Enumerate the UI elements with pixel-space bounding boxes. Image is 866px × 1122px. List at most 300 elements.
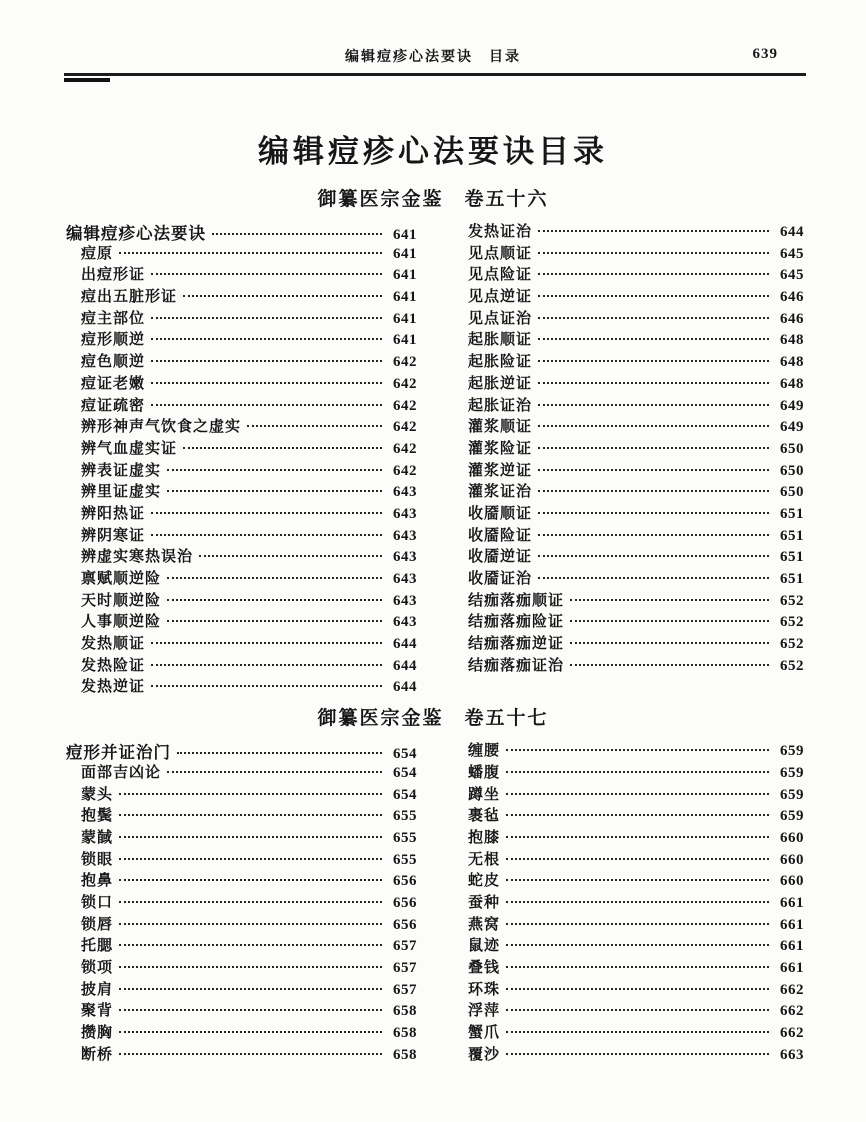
- toc-entry: [453, 350, 804, 372]
- toc-entry-page: 642: [393, 462, 417, 479]
- toc-entry-title: 鼠迹: [468, 938, 501, 955]
- dotted-leader: [506, 879, 769, 881]
- toc-entry-page: 648: [780, 354, 804, 371]
- toc-entry-title: 灌浆证治: [468, 484, 533, 501]
- toc-entry: [453, 307, 804, 329]
- toc-entry-title: 蛇皮: [468, 873, 501, 890]
- dotted-leader: [119, 944, 382, 946]
- toc-entry-title: 抱膝: [468, 829, 501, 846]
- toc-entry-page: 646: [780, 310, 804, 327]
- toc-entry-title: 发热逆证: [81, 679, 146, 696]
- toc-entry: [453, 459, 804, 481]
- toc-entry-title: 覆沙: [468, 1046, 501, 1063]
- toc-entry-page: 646: [780, 289, 804, 306]
- toc-entry-title: 见点顺证: [468, 245, 533, 262]
- dotted-leader: [538, 447, 769, 449]
- toc-entry-title: 环珠: [468, 981, 501, 998]
- toc-entry: [66, 913, 417, 935]
- toc-entry-title: 蒙馘: [81, 829, 114, 846]
- toc-entry: [66, 502, 417, 524]
- dotted-leader: [538, 469, 769, 471]
- toc-entry-title: 燕窝: [468, 916, 501, 933]
- toc-entry-title: 收靥顺证: [468, 505, 533, 522]
- dotted-leader: [506, 966, 769, 968]
- dotted-leader: [167, 577, 382, 579]
- dotted-leader: [167, 620, 382, 622]
- dotted-leader: [151, 360, 382, 362]
- toc-entry-page: 641: [393, 310, 417, 327]
- dotted-leader: [506, 923, 769, 925]
- dotted-leader: [570, 642, 769, 644]
- toc-entry-page: 660: [780, 851, 804, 868]
- toc-entry-title: 辨阳热证: [81, 505, 146, 522]
- toc-entry: [453, 999, 804, 1021]
- toc-entry-title: 痘出五脏形证: [81, 289, 178, 306]
- toc-entry-title: 蹲坐: [468, 786, 501, 803]
- toc-entry-page: 643: [393, 549, 417, 566]
- toc-entry-page: 661: [780, 916, 804, 933]
- toc-entry-page: 658: [393, 1046, 417, 1063]
- toc-entry-page: 648: [780, 375, 804, 392]
- toc-entry: [453, 1021, 804, 1043]
- running-header-title: 编辑痘疹心法要诀 目录: [345, 48, 521, 64]
- dotted-leader: [506, 901, 769, 903]
- toc-entry-page: 645: [780, 267, 804, 284]
- toc-entry-title: 面部吉凶论: [81, 764, 162, 781]
- toc-entry: [453, 848, 804, 870]
- toc-columns-volume-57: [0, 730, 866, 1064]
- dotted-leader: [199, 555, 382, 557]
- toc-entry-page: 648: [780, 332, 804, 349]
- toc-entry-page: 650: [780, 440, 804, 457]
- dotted-leader: [538, 273, 769, 275]
- dotted-leader: [506, 988, 769, 990]
- toc-entry-title: 痘证老嫩: [81, 375, 146, 392]
- dotted-leader: [506, 793, 769, 795]
- toc-left-column: [66, 220, 417, 697]
- toc-entry-title: 收靥证治: [468, 571, 533, 587]
- dotted-leader: [119, 814, 382, 816]
- toc-entry-page: 656: [393, 916, 417, 933]
- toc-entry: [453, 263, 804, 285]
- toc-entry-page: 642: [393, 375, 417, 392]
- toc-entry: [453, 328, 804, 350]
- toc-entry-page: 656: [393, 873, 417, 890]
- scan-artifact-mark: [64, 78, 110, 82]
- dotted-leader: [119, 901, 382, 903]
- toc-section-entry: [66, 739, 417, 761]
- toc-entry-title: 蒙头: [81, 786, 114, 803]
- toc-entry-title: 辨表证虚实: [81, 462, 162, 479]
- dotted-leader: [570, 620, 769, 622]
- toc-entry-page: 644: [393, 679, 417, 696]
- dotted-leader: [119, 793, 382, 795]
- toc-entry-title: 发热险证: [81, 657, 146, 674]
- toc-entry: [453, 869, 804, 891]
- toc-entry-page: 642: [393, 419, 417, 436]
- toc-entry: [453, 285, 804, 307]
- dotted-leader: [119, 988, 382, 990]
- toc-entry: [66, 675, 417, 697]
- dotted-leader: [247, 425, 382, 427]
- running-header: [0, 0, 866, 66]
- toc-entry-page: 663: [780, 1046, 804, 1063]
- toc-entry: [453, 761, 804, 783]
- page-number: 639: [752, 46, 778, 62]
- toc-entry-title: 痘证疏密: [81, 397, 146, 414]
- toc-entry-title: 披肩: [81, 981, 114, 998]
- toc-entry-title: 叠钱: [468, 960, 501, 976]
- toc-entry-title: 结痂落痂险证: [468, 614, 565, 631]
- toc-entry-title: 辨气血虚实证: [81, 440, 178, 457]
- toc-entry-page: 652: [780, 636, 804, 653]
- dotted-leader: [570, 599, 769, 601]
- toc-title: 编辑痘疹心法要诀目录: [258, 134, 608, 169]
- dotted-leader: [570, 664, 769, 666]
- dotted-leader: [119, 1009, 382, 1011]
- toc-entry-page: 643: [393, 614, 417, 631]
- dotted-leader: [151, 664, 382, 666]
- dotted-leader: [119, 858, 382, 860]
- toc-entry-page: 649: [780, 419, 804, 436]
- toc-entry-title: 锁口: [81, 894, 114, 911]
- volume-heading-57: 御纂医宗金鉴 卷五十七: [317, 708, 549, 730]
- toc-entry-title: 禀赋顺逆险: [81, 571, 162, 587]
- toc-entry: [453, 589, 804, 611]
- toc-entry-page: 659: [780, 743, 804, 760]
- toc-entry-page: 658: [393, 1003, 417, 1020]
- dotted-leader: [538, 338, 769, 340]
- toc-entry: [66, 480, 417, 502]
- toc-entry-page: 645: [780, 245, 804, 262]
- toc-entry-title: 见点逆证: [468, 289, 533, 306]
- toc-entry: [453, 394, 804, 416]
- toc-entry-page: 659: [780, 786, 804, 803]
- toc-entry-page: 651: [780, 527, 804, 544]
- toc-entry: [453, 654, 804, 676]
- toc-entry: [453, 415, 804, 437]
- toc-entry-page: 641: [393, 289, 417, 306]
- toc-entry: [66, 350, 417, 372]
- toc-entry: [453, 891, 804, 913]
- toc-entry-page: 661: [780, 960, 804, 976]
- dotted-leader: [506, 944, 769, 946]
- toc-entry-title: 见点险证: [468, 267, 533, 284]
- toc-entry-page: 651: [780, 571, 804, 587]
- toc-entry-title: 痘形顺逆: [81, 332, 146, 349]
- toc-entry: [453, 632, 804, 654]
- dotted-leader: [151, 404, 382, 406]
- dotted-leader: [538, 317, 769, 319]
- toc-entry: [453, 978, 804, 1000]
- toc-entry: [66, 372, 417, 394]
- toc-entry: [453, 804, 804, 826]
- toc-entry: [453, 610, 804, 632]
- toc-entry-page: 644: [393, 636, 417, 653]
- toc-entry: [66, 394, 417, 416]
- toc-entry: [453, 956, 804, 978]
- toc-entry-page: 649: [780, 397, 804, 414]
- dotted-leader: [506, 814, 769, 816]
- toc-left-column: [66, 739, 417, 1064]
- toc-entry: [66, 328, 417, 350]
- toc-entry-title: 天时顺逆险: [81, 592, 162, 609]
- toc-entry: [66, 632, 417, 654]
- toc-entry: [66, 804, 417, 826]
- toc-entry-title: 辨阴寒证: [81, 527, 146, 544]
- dotted-leader: [151, 685, 382, 687]
- toc-entry-title: 编辑痘疹心法要诀: [66, 225, 206, 243]
- dotted-leader: [119, 879, 382, 881]
- toc-entry-page: 641: [393, 267, 417, 284]
- toc-entry: [453, 502, 804, 524]
- toc-entry-page: 661: [780, 894, 804, 911]
- toc-entry-page: 644: [393, 657, 417, 674]
- toc-entry: [66, 567, 417, 589]
- toc-entry-page: 650: [780, 462, 804, 479]
- dotted-leader: [538, 534, 769, 536]
- dotted-leader: [151, 273, 382, 275]
- toc-entry-page: 662: [780, 1025, 804, 1042]
- toc-entry: [453, 739, 804, 761]
- toc-entry-page: 652: [780, 592, 804, 609]
- toc-entry: [453, 1043, 804, 1065]
- dotted-leader: [538, 404, 769, 406]
- toc-entry-title: 锁眼: [81, 851, 114, 868]
- toc-entry-title: 收靥险证: [468, 527, 533, 544]
- dotted-leader: [506, 1031, 769, 1033]
- toc-entry-title: 灌浆险证: [468, 440, 533, 457]
- dotted-leader: [119, 1053, 382, 1055]
- toc-entry-page: 657: [393, 981, 417, 998]
- dotted-leader: [212, 233, 382, 235]
- toc-entry-title: 发热顺证: [81, 636, 146, 653]
- toc-entry-title: 结痂落痂证治: [468, 657, 565, 674]
- toc-entry-page: 660: [780, 873, 804, 890]
- toc-entry: [66, 285, 417, 307]
- dotted-leader: [538, 490, 769, 492]
- toc-entry: [66, 848, 417, 870]
- toc-entry: [66, 999, 417, 1021]
- toc-entry: [66, 826, 417, 848]
- toc-entry: [66, 869, 417, 891]
- toc-entry: [66, 545, 417, 567]
- toc-entry-title: 辨形神声气饮食之虚实: [81, 419, 242, 436]
- toc-entry-title: 浮萍: [468, 1003, 501, 1020]
- toc-entry: [66, 459, 417, 481]
- dotted-leader: [119, 923, 382, 925]
- toc-entry-title: 抱鬓: [81, 808, 114, 825]
- dotted-leader: [506, 1009, 769, 1011]
- toc-entry: [453, 524, 804, 546]
- toc-entry-title: 缠腰: [468, 743, 501, 760]
- toc-entry-page: 642: [393, 354, 417, 371]
- header-rule: [64, 73, 806, 76]
- toc-entry-title: 痘形并证治门: [66, 744, 171, 763]
- dotted-leader: [151, 382, 382, 384]
- toc-entry-page: 651: [780, 549, 804, 566]
- toc-entry-title: 蟠腹: [468, 764, 501, 781]
- toc-entry-title: 见点证治: [468, 310, 533, 327]
- toc-entry: [66, 610, 417, 632]
- dotted-leader: [183, 447, 382, 449]
- toc-entry: [66, 978, 417, 1000]
- toc-entry-title: 痘原: [81, 245, 114, 262]
- toc-entry-title: 发热证治: [468, 224, 533, 240]
- dotted-leader: [538, 295, 769, 297]
- toc-entry-page: 662: [780, 981, 804, 998]
- toc-entry: [66, 242, 417, 264]
- toc-entry-page: 642: [393, 440, 417, 457]
- toc-entry-title: 灌浆顺证: [468, 419, 533, 436]
- toc-entry-page: 643: [393, 484, 417, 501]
- dotted-leader: [506, 749, 769, 751]
- toc-entry-title: 出痘形证: [81, 267, 146, 284]
- toc-entry-title: 起胀险证: [468, 354, 533, 371]
- dotted-leader: [538, 512, 769, 514]
- toc-entry-page: 657: [393, 938, 417, 955]
- toc-entry: [66, 415, 417, 437]
- toc-entry-title: 起胀逆证: [468, 375, 533, 392]
- toc-entry-page: 657: [393, 960, 417, 976]
- toc-entry: [66, 934, 417, 956]
- dotted-leader: [538, 382, 769, 384]
- dotted-leader: [177, 752, 382, 754]
- toc-entry-page: 655: [393, 829, 417, 846]
- toc-entry-page: 651: [780, 505, 804, 522]
- toc-right-column: [453, 739, 804, 1064]
- dotted-leader: [538, 555, 769, 557]
- toc-entry-title: 人事顺逆险: [81, 614, 162, 631]
- toc-entry-page: 642: [393, 397, 417, 414]
- dotted-leader: [506, 858, 769, 860]
- dotted-leader: [151, 512, 382, 514]
- toc-entry-page: 643: [393, 592, 417, 609]
- toc-entry-page: 652: [780, 614, 804, 631]
- toc-entry: [453, 934, 804, 956]
- toc-entry-title: 辨虚实寒热误治: [81, 549, 194, 566]
- toc-entry-page: 658: [393, 1025, 417, 1042]
- toc-entry-title: 攒胸: [81, 1025, 114, 1042]
- toc-entry-page: 641: [393, 245, 417, 262]
- toc-entry-title: 无根: [468, 851, 501, 868]
- toc-entry-page: 644: [780, 224, 804, 240]
- toc-entry-page: 659: [780, 764, 804, 781]
- toc-entry-title: 痘色顺逆: [81, 354, 146, 371]
- toc-entry-page: 643: [393, 505, 417, 522]
- dotted-leader: [119, 1031, 382, 1033]
- toc-section-entry: [66, 220, 417, 242]
- dotted-leader: [119, 966, 382, 968]
- toc-entry-title: 蚕种: [468, 894, 501, 911]
- toc-entry: [453, 826, 804, 848]
- dotted-leader: [506, 771, 769, 773]
- dotted-leader: [151, 338, 382, 340]
- toc-entry: [66, 956, 417, 978]
- toc-entry: [66, 891, 417, 913]
- toc-entry-page: 662: [780, 1003, 804, 1020]
- toc-entry-title: 痘主部位: [81, 310, 146, 327]
- dotted-leader: [538, 360, 769, 362]
- toc-entry: [453, 437, 804, 459]
- toc-columns-volume-56: [0, 211, 866, 697]
- dotted-leader: [167, 490, 382, 492]
- dotted-leader: [119, 836, 382, 838]
- toc-entry: [66, 1021, 417, 1043]
- dotted-leader: [119, 252, 382, 254]
- toc-entry-page: 655: [393, 851, 417, 868]
- toc-entry-title: 起胀证治: [468, 397, 533, 414]
- toc-entry-page: 656: [393, 894, 417, 911]
- dotted-leader: [167, 771, 382, 773]
- toc-entry-title: 裹毡: [468, 808, 501, 825]
- toc-entry-page: 641: [393, 227, 417, 243]
- toc-entry-title: 辨里证虚实: [81, 484, 162, 501]
- toc-entry-title: 锁唇: [81, 916, 114, 933]
- toc-entry: [66, 783, 417, 805]
- toc-entry: [66, 589, 417, 611]
- toc-entry-title: 收靥逆证: [468, 549, 533, 566]
- toc-entry-title: 聚背: [81, 1003, 114, 1020]
- toc-entry: [453, 480, 804, 502]
- toc-entry: [66, 524, 417, 546]
- toc-entry-title: 起胀顺证: [468, 332, 533, 349]
- dotted-leader: [538, 425, 769, 427]
- dotted-leader: [183, 295, 382, 297]
- dotted-leader: [506, 1053, 769, 1055]
- toc-entry: [453, 567, 804, 589]
- toc-entry-title: 断桥: [81, 1046, 114, 1063]
- toc-entry-page: 661: [780, 938, 804, 955]
- toc-entry-page: 659: [780, 808, 804, 825]
- toc-entry-title: 结痂落痂逆证: [468, 636, 565, 653]
- toc-entry-page: 641: [393, 332, 417, 349]
- dotted-leader: [167, 599, 382, 601]
- toc-entry-page: 660: [780, 829, 804, 846]
- toc-entry-page: 654: [393, 746, 417, 763]
- dotted-leader: [538, 252, 769, 254]
- toc-entry-page: 654: [393, 786, 417, 803]
- toc-entry-title: 蟹爪: [468, 1025, 501, 1042]
- dotted-leader: [167, 469, 382, 471]
- toc-right-column: [453, 220, 804, 675]
- dotted-leader: [151, 642, 382, 644]
- toc-entry: [453, 372, 804, 394]
- toc-entry: [66, 437, 417, 459]
- toc-entry-page: 655: [393, 808, 417, 825]
- toc-entry: [453, 783, 804, 805]
- toc-entry-page: 643: [393, 527, 417, 544]
- toc-entry: [66, 1043, 417, 1065]
- volume-heading-56: 御纂医宗金鉴 卷五十六: [317, 189, 549, 210]
- toc-entry-title: 结痂落痂顺证: [468, 592, 565, 609]
- dotted-leader: [151, 534, 382, 536]
- dotted-leader: [506, 836, 769, 838]
- toc-entry-title: 托腮: [81, 938, 114, 955]
- toc-entry-title: 灌浆逆证: [468, 462, 533, 479]
- toc-entry-page: 654: [393, 764, 417, 781]
- toc-entry: [66, 307, 417, 329]
- toc-entry: [453, 913, 804, 935]
- dotted-leader: [538, 230, 769, 232]
- toc-entry-page: 650: [780, 484, 804, 501]
- dotted-leader: [151, 317, 382, 319]
- toc-entry: [453, 545, 804, 567]
- toc-entry-page: 652: [780, 657, 804, 674]
- dotted-leader: [538, 577, 769, 579]
- toc-entry: [66, 654, 417, 676]
- toc-entry-title: 抱鼻: [81, 873, 114, 890]
